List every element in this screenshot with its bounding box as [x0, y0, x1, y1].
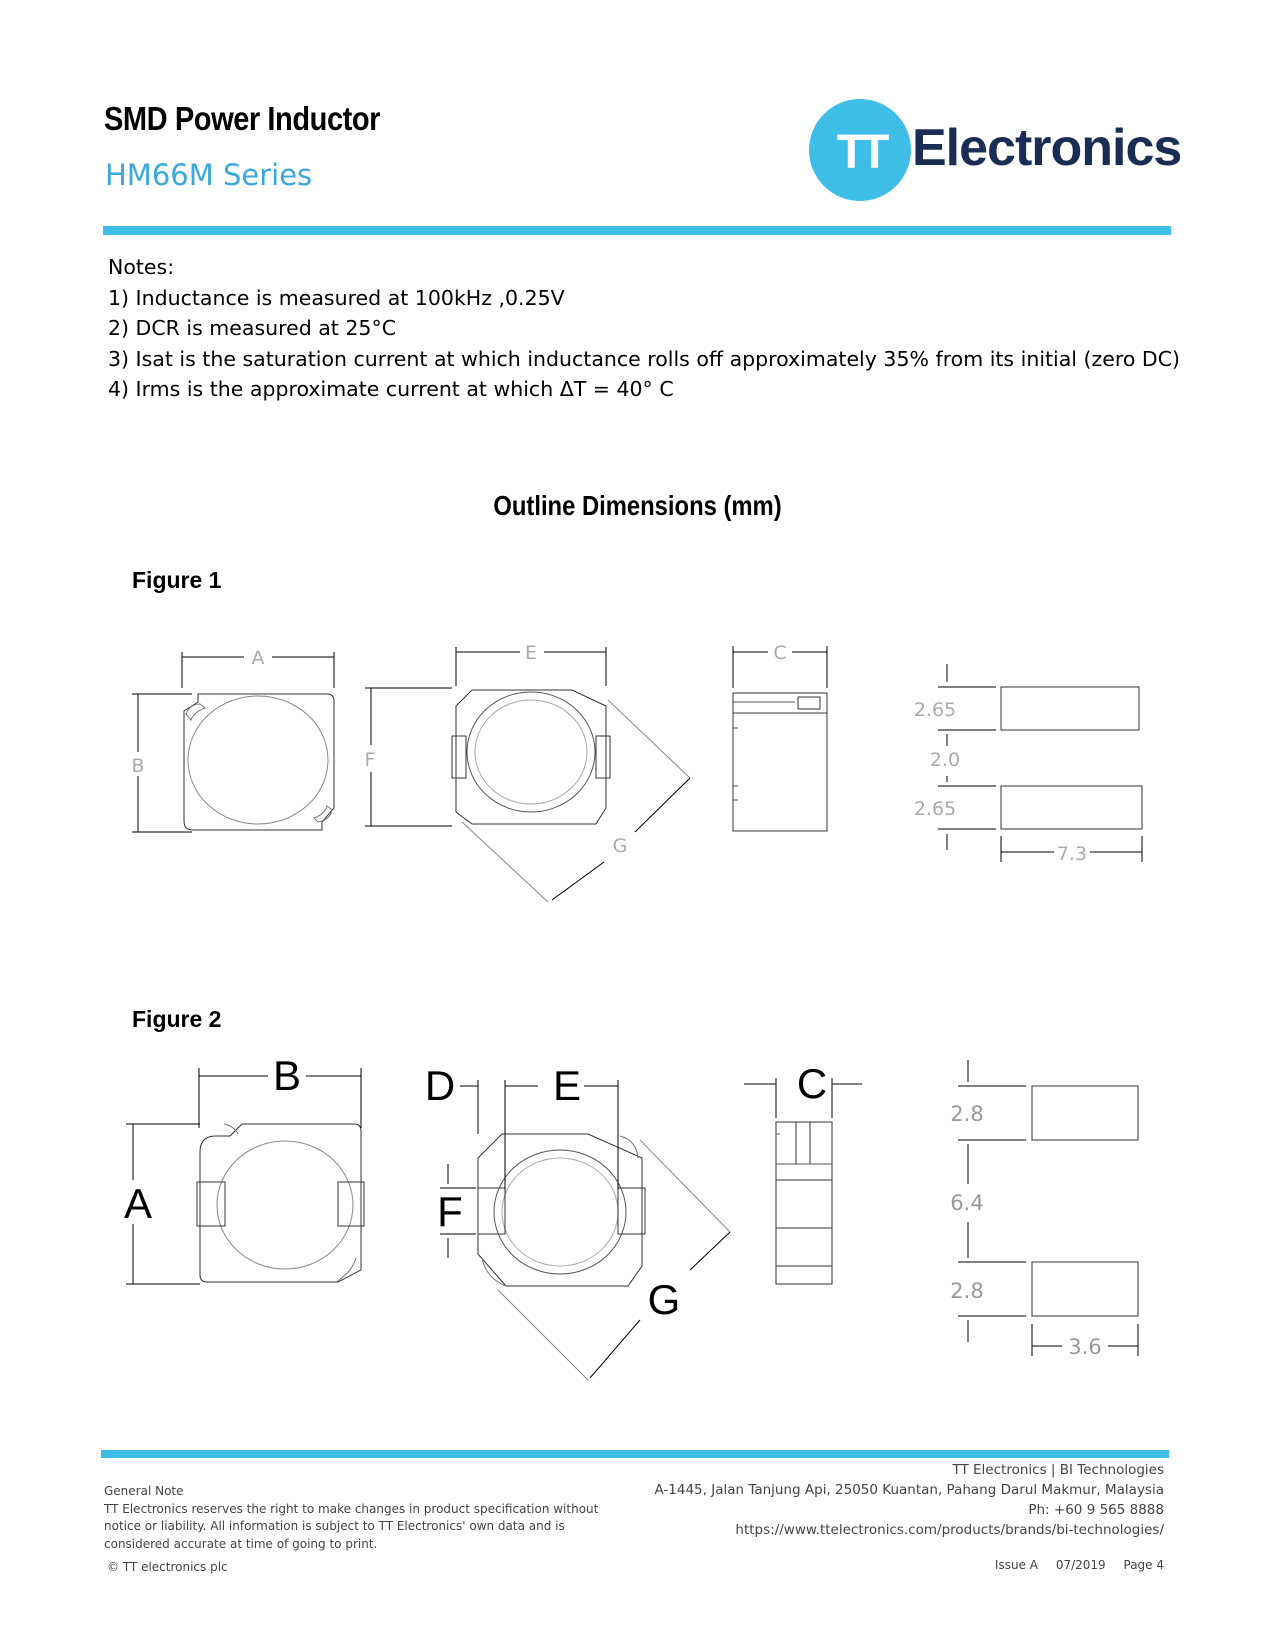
note-item: 1) Inductance is measured at 100kHz ,0.25V — [108, 285, 565, 310]
fig1-bottom-view — [365, 642, 690, 902]
fig2-top-view — [124, 1052, 364, 1284]
fig2-dim-d: D — [424, 1062, 456, 1109]
fig1-pad-layout — [914, 664, 1142, 865]
issue-info — [981, 1558, 1164, 1572]
fig1-pad-gap: 2.0 — [929, 749, 961, 771]
company-name: TT Electronics | BI Technologies — [952, 1462, 1164, 1478]
fig2-pad-h2: 2.8 — [950, 1279, 984, 1303]
general-note-text: TT Electronics reserves the right to make changes in product specification without notice or liability. All information is subject to TT Electronics' own data and is considered accurate at time of going to print. — [104, 1501, 599, 1551]
fig1-pad-h2: 2.65 — [913, 798, 957, 820]
general-note-title: General Note — [104, 1484, 184, 1498]
series-subtitle: HM66M Series — [105, 158, 313, 192]
fig2-dim-a: A — [123, 1180, 153, 1227]
figure-2-label: Figure 2 — [132, 1006, 222, 1032]
logo-text: Electronics — [912, 119, 1182, 177]
fig2-dim-e: E — [552, 1062, 582, 1109]
figure-1-label: Figure 1 — [132, 567, 222, 593]
fig1-dim-c: C — [773, 642, 787, 664]
notes-heading: Notes: — [108, 255, 175, 279]
footer-divider — [101, 1450, 1169, 1458]
issue-date: 07/2019 — [1055, 1558, 1106, 1572]
page-number: Page 4 — [1123, 1558, 1164, 1572]
fig1-top-view — [131, 647, 334, 832]
fig1-dim-e: E — [524, 642, 538, 664]
copyright: © TT electronics plc — [107, 1560, 228, 1574]
fig1-side-view — [733, 642, 827, 831]
outline-dimensions-title: Outline Dimensions (mm) — [493, 490, 782, 521]
fig1-dim-f: F — [364, 749, 376, 771]
note-item: 4) Irms is the approximate current at which ΔT = 40° C — [108, 377, 674, 401]
fig1-dim-b: B — [131, 755, 145, 777]
fig2-side-view — [744, 1060, 862, 1284]
fig2-pad-h1: 2.8 — [950, 1102, 984, 1126]
company-phone: Ph: +60 9 565 8888 — [1028, 1502, 1164, 1518]
fig2-bottom-view — [425, 1062, 730, 1380]
fig2-dim-f: F — [437, 1188, 463, 1235]
general-note-block — [104, 1483, 614, 1553]
issue-label: Issue A — [994, 1558, 1038, 1572]
fig1-pad-w: 7.3 — [1056, 843, 1088, 865]
note-item: 2) DCR is measured at 25°C — [108, 316, 397, 340]
note-item: 3) Isat is the saturation current at which inductance rolls off approximately 35% from its initial (zero DC) — [108, 346, 1181, 371]
fig1-dim-a: A — [251, 647, 265, 669]
page-title: SMD Power Inductor — [104, 100, 381, 137]
fig2-pad-gap: 6.4 — [950, 1191, 984, 1215]
logo-mark: TT — [836, 126, 884, 179]
company-address: A-1445, Jalan Tanjung Api, 25050 Kuantan, Pahang Darul Makmur, Malaysia — [654, 1482, 1164, 1498]
fig2-dim-b: B — [272, 1052, 302, 1099]
fig2-pad-w: 3.6 — [1068, 1335, 1102, 1359]
fig2-dim-g: G — [647, 1276, 681, 1323]
company-url[interactable]: https://www.ttelectronics.com/products/brands/bi-technologies/ — [735, 1522, 1164, 1538]
fig2-dim-c: C — [796, 1060, 828, 1107]
fig1-dim-g: G — [612, 835, 628, 857]
company-contact-block — [654, 1460, 1164, 1540]
fig1-pad-h1: 2.65 — [913, 699, 957, 721]
fig2-pad-layout — [950, 1060, 1138, 1359]
